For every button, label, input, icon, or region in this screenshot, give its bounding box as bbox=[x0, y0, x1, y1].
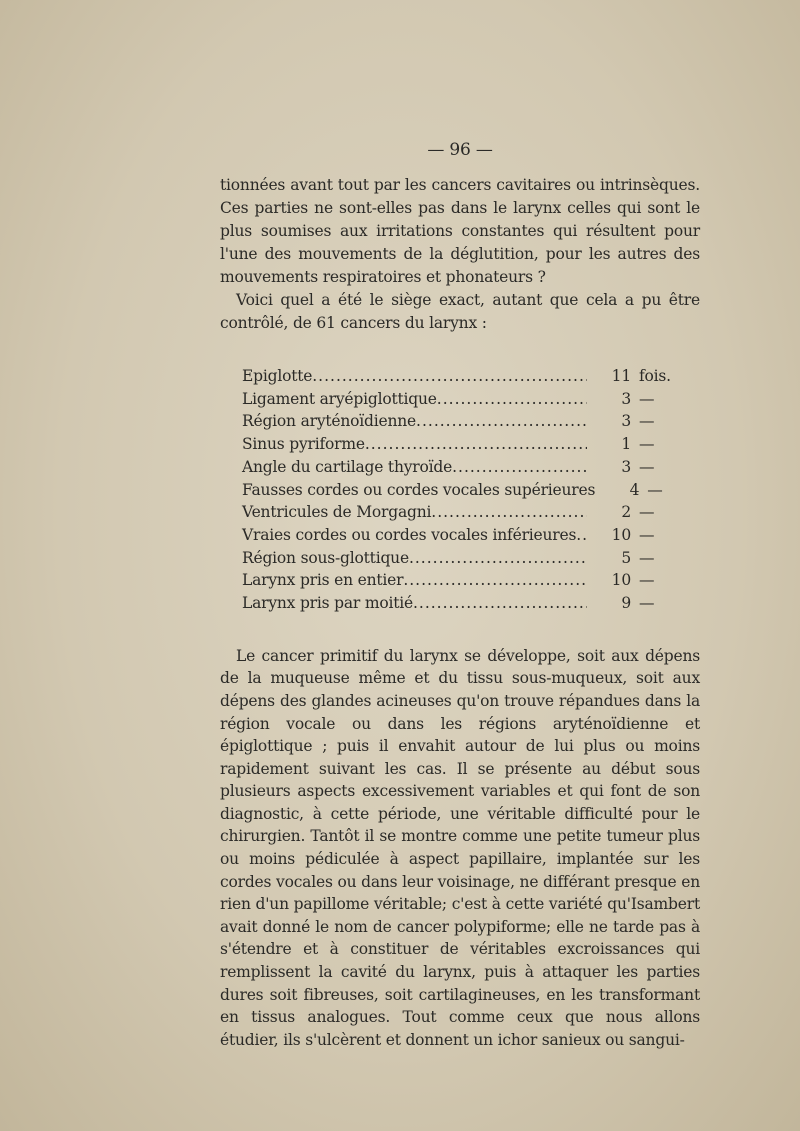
row-unit: — bbox=[639, 594, 655, 613]
row-label: Epiglotte bbox=[242, 367, 313, 385]
row-count: 1 bbox=[621, 435, 631, 454]
row-unit: — bbox=[639, 389, 655, 408]
row-count: 4 bbox=[629, 480, 640, 499]
row-unit: — bbox=[639, 412, 655, 431]
row-label: Angle du cartilage thyroïde bbox=[242, 457, 453, 476]
table-row bbox=[242, 547, 687, 570]
dot-leader bbox=[431, 501, 587, 524]
text-block bbox=[220, 140, 700, 1051]
dot-leader bbox=[312, 365, 587, 388]
row-unit: — bbox=[639, 548, 655, 567]
row-unit: fois. bbox=[639, 367, 671, 385]
row-count: 3 bbox=[621, 389, 631, 408]
row-count: 11 bbox=[611, 367, 631, 385]
paragraph-2: Voici quel a été le siège exact, autant que cela a pu être contrôlé, de 61 cancers du larynx : bbox=[220, 291, 700, 332]
row-unit: — bbox=[639, 457, 655, 476]
dot-leader bbox=[437, 388, 587, 411]
intro-text bbox=[220, 174, 700, 335]
table-row bbox=[242, 524, 687, 547]
row-count: 9 bbox=[621, 594, 631, 613]
row-label: Ventricules de Morgagni bbox=[242, 503, 432, 522]
dot-leader bbox=[413, 592, 587, 615]
cancer-site-table bbox=[242, 365, 687, 615]
row-label: Région sous-glottique bbox=[242, 548, 409, 567]
row-count: 10 bbox=[611, 571, 631, 590]
row-unit: — bbox=[647, 480, 663, 499]
dot-leader bbox=[365, 433, 587, 456]
page-number: — 96 — bbox=[427, 140, 493, 160]
table-row bbox=[242, 365, 687, 388]
row-unit: — bbox=[639, 503, 655, 522]
row-count: 3 bbox=[621, 412, 631, 431]
dot-leader bbox=[403, 569, 587, 592]
dot-leader bbox=[409, 547, 587, 570]
table-row bbox=[242, 569, 687, 592]
row-count: 3 bbox=[621, 457, 631, 476]
row-unit: — bbox=[639, 571, 655, 590]
body-text bbox=[220, 645, 700, 1052]
row-label: Larynx pris en entier bbox=[242, 571, 404, 590]
dot-leader bbox=[452, 456, 587, 479]
row-count: 2 bbox=[621, 503, 631, 522]
row-unit: — bbox=[639, 435, 655, 454]
dot-leader bbox=[416, 410, 587, 433]
row-unit: — bbox=[639, 525, 655, 544]
row-count: 5 bbox=[621, 548, 631, 567]
table-row bbox=[242, 456, 687, 479]
table-row bbox=[242, 479, 687, 502]
row-count: 10 bbox=[611, 525, 631, 544]
row-label: Larynx pris par moitié bbox=[242, 594, 413, 613]
row-label: Vraies cordes ou cordes vocales inférieures bbox=[242, 525, 577, 544]
dot-leader bbox=[576, 524, 587, 547]
table-row bbox=[242, 592, 687, 615]
table-row bbox=[242, 410, 687, 433]
table-row bbox=[242, 433, 687, 456]
table-row bbox=[242, 388, 687, 411]
row-label: Fausses cordes ou cordes vocales supérieures bbox=[242, 480, 596, 499]
row-label: Ligament aryépiglottique bbox=[242, 389, 437, 408]
paragraph-1: tionnées avant tout par les cancers cavitaires ou intrinsèques. Ces parties ne sont-elles pas dans le larynx celles qui sont le plus soumises aux irritations constantes qui résultent pour l'une des mouvements de la déglutition, pour les autres des mouvements respiratoires et phonateurs ? bbox=[220, 176, 700, 286]
row-label: Région aryténoïdienne bbox=[242, 412, 417, 431]
row-label: Sinus pyriforme bbox=[242, 435, 365, 454]
paragraph-3: Le cancer primitif du larynx se développe, soit aux dépens de la muqueuse même et du tissu sous-muqueux, soit aux dépens des glandes acineuses qu'on trouve répandues dans la région vocale ou dans les régions aryténoïdienne et épiglottique ; puis il envahit autour de lui plus ou moins rapidement suivant les cas. Il se présente au début sous plusieurs aspects excessivement variables et qui font de son diagnostic, à cette période, une véritable difficulté pour le chirurgien. Tantôt il se montre comme une petite tumeur plus ou moins pédiculée à aspect papillaire, implantée sur les cordes vocales ou dans leur voisinage, ne différant presque en rien d'un papillome véritable; c'est à cette variété qu'Isambert avait donné le nom de cancer polypiforme; elle ne tarde pas à s'étendre et à constituer de véritables excroissances qui remplissent la cavité du larynx, puis à attaquer les parties dures soit fibreuses, soit cartilagineuses, en les transformant en tissus analogues. Tout comme ceux que nous allons étudier, ils s'ulcèrent et donnent un ichor sanieux ou sangui- bbox=[220, 646, 700, 1049]
table-row bbox=[242, 501, 687, 524]
